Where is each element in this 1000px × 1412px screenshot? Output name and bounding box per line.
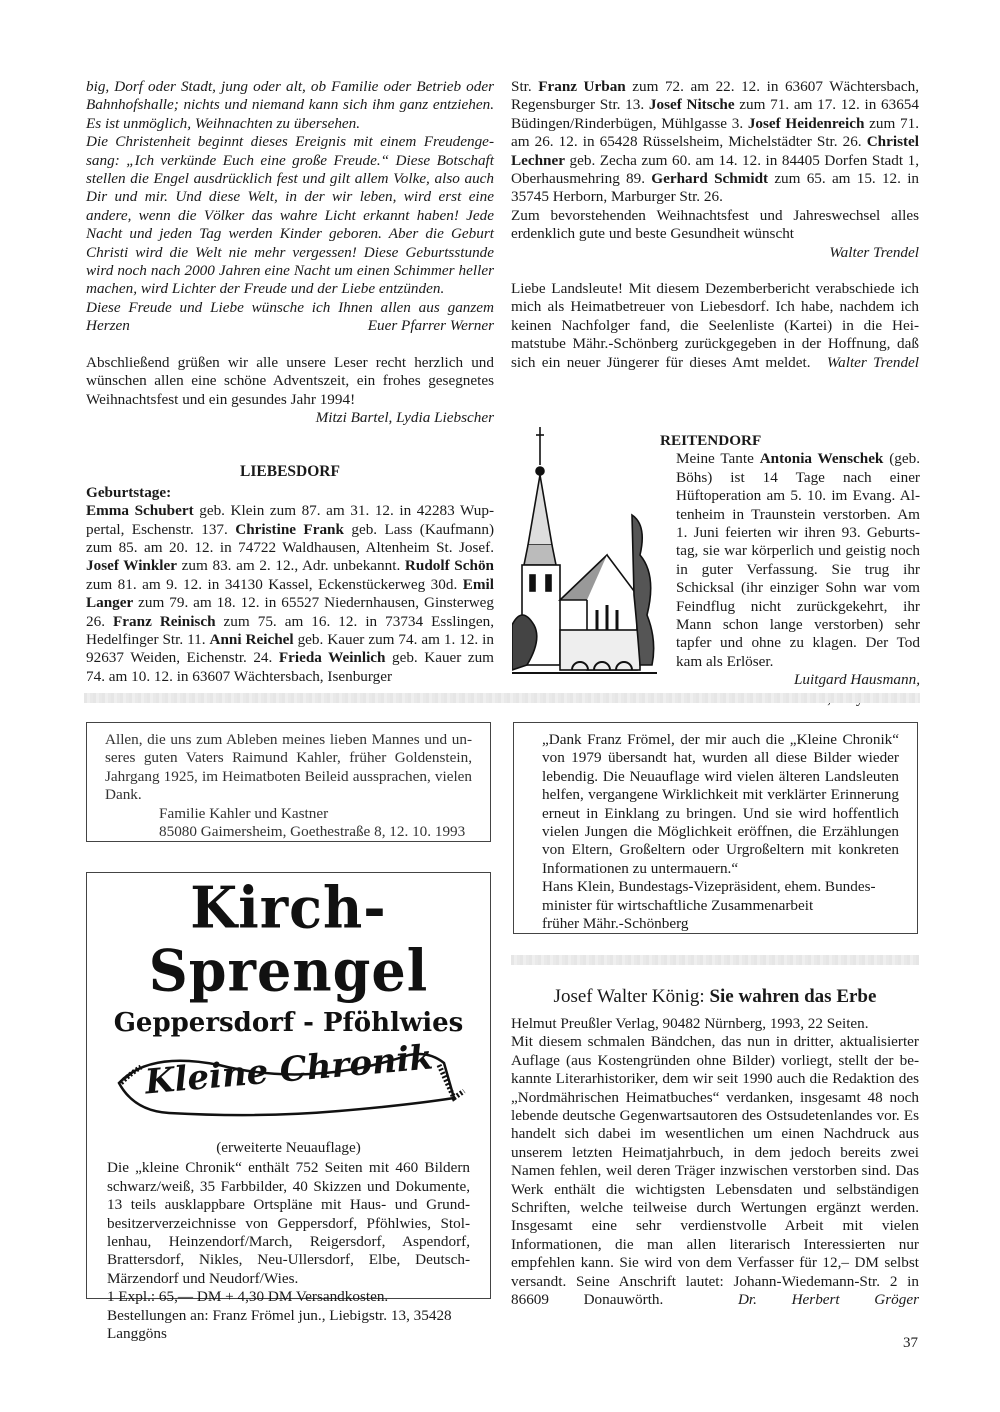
sermon-text (86, 78, 494, 336)
quote-attribution-origin: früher Mähr.-Schönberg (542, 915, 689, 933)
sermon-signature: Euer Pfarrer Werner (367, 317, 494, 335)
ad-subtitle: Geppersdorf - Pföhlwies (113, 1008, 464, 1038)
farewell-text (511, 280, 919, 372)
notice-text: Allen, die uns zum Ableben meines lieben Mannes und unseres guten Vaters Raimund Kahler, früher Goldenstein, Jahrgang 1925, im Heimatboten Beileid aussprachen, vielen Dank. (105, 731, 472, 804)
text-fragment: Meine Tante (676, 450, 760, 468)
greeting-signature: Mitzi Bartel, Lydia Liebscher (315, 408, 494, 426)
farewell-body: Liebe Landsleute! Mit diesem Dezemberbericht verabschiede ich mich als Heimatbetreuer von Liebesdorf. Ich habe, nachdem ich keinen Nachfolger fand, die Seelenliste (Kartei) in die Heimatstube Mähr.-Schönberg zurückgegeben in der Hoffnung, daß sich ein neuer Jüngerer für dieses Amt meldet. (511, 280, 919, 371)
person-name: Rudolf Schön (404, 557, 494, 575)
person-name: Christine Frank (235, 520, 344, 538)
birthday-details: geb. Kauer zum 74. am 10. 12. in 63607 Wächtersbach, Isenburger (86, 649, 494, 685)
review-body: Mit diesem schmalen Bändchen, das nun in dritter, aktualisierter Auflage (aus Kostengründen ohne Bilder) vorliegt, stellt der bekannte Literarhistoriker, dem wir seit 1990 auch die Redaktion des „Nordmährischen Heimatbuches“ verdanken, insgesamt 48 noch lebende deutsche Gegenwartsautoren des Ostsudetenlandes vor. Es handelt sich dabei im wesentlichen um einen Nachdruck aus unserem letzten Heimatjahrbuch, in dem jedoch bereits zwei Namen fehlen, weil deren Träger inzwischen verstorben sind. Das Werk enthält die wichtigsten Lebensdaten und selbständigen Schriften, welche teilweise durch Wertungen ergänzt werden. Insgesamt eine sehr verdienstvolle Arbeit mit vielen Informationen, die man allen literarisch Interessierten nur empfehlen kann. Sie wird von dem Verfasser für 12,– DM selbst versandt. Seine Anschrift lautet: Johann-Wiedemann-Str. 2 in 86609 Donauwörth. (511, 1033, 919, 1309)
birthday-details: geb. Zecha zum 60. am 14. 12. in 84405 Dorfen Stadt 1, Oberhausmehring 89. (511, 151, 919, 188)
ad-title: Kirch-Sprengel (148, 873, 429, 1005)
person-name: Anni Reichel (209, 630, 294, 648)
ad-description: Die „kleine Chronik“ enthält 752 Seiten mit 460 Bildern schwarz/weiß, 35 Farbbilder, 40 Skizzen und Dokumente, 13 teils ausklappbare Ortspläne mit Haus- und Grundbesitzerverzeichnisse von Geppersdorf, Pföhlwies, Stollenhau, Heinzendorf/March, Reigersdorf, Aspendorf, Brattersdorf, Nikles, Neu-Ullersdorf, Elbe, Deutsch-Märzendorf und Neudorf/Wies. (107, 1159, 470, 1287)
kleine-chronik-advertisement (86, 872, 491, 1343)
birthday-details: geb. Klein zum 87. am 31. 12. in 42283 Wuppertal, Eschenstr. 137. (86, 502, 495, 538)
birthday-list (86, 502, 494, 686)
farewell-signature: Walter Trendel (826, 353, 919, 371)
birthday-details: zum 65. am 15. 12. in 35745 Herborn, Marburger Str. 26. (511, 170, 920, 206)
person-name: Emma Schubert (86, 502, 194, 520)
ribbon-banner (109, 1037, 469, 1123)
person-name: Franz Urban (538, 78, 626, 95)
obituary-signature: Luitgard Hausmann, (793, 671, 920, 689)
ad-edition: (erweiterte Neuauflage) (216, 1139, 361, 1156)
review-signature: Dr. Herbert Gröger (737, 1291, 919, 1309)
closing-wish: Zum bevorstehenden Weihnachtsfest und Jahreswechsel alles erdenklich gute und beste Gesundheit wünscht (511, 206, 919, 243)
person-name: Gerhard Schmidt (651, 170, 769, 188)
liebesdorf-section (86, 463, 494, 686)
page-number: 37 (903, 1335, 918, 1351)
church-illustration (512, 425, 657, 675)
review-heading (511, 985, 919, 1009)
birthday-details: geb. Lass (Kaufmann) zum 85. am 20. 12. in 74722 Waldhausen, Altenheim St. Josef. (86, 520, 495, 556)
birthdays-subheading: Geburtstage: (86, 483, 172, 501)
greeting-text: Abschließend grüßen wir alle unsere Leser recht herzlich und wünschen allen eine schöne Adventszeit, ein frohes gesegnetes Weihnachtsfest und ein gesundes Jahr 1994! (86, 353, 494, 408)
birthday-list-continued (511, 78, 919, 207)
person-name: Frieda Weinlich (278, 649, 386, 667)
sermon-paragraph: big, Dorf oder Stadt, jung oder alt, ob Familie oder Betrieb oder Bahnhofshalle; nichts und niemand kann sich ihm ganz entziehen. Es ist unmöglich, Weihnachten zu übersehen. (86, 78, 494, 132)
birthday-details: zum 72. am 22. 12. in 63607 Wächtersbach, Regensburger Str. 13. (511, 78, 919, 114)
section-divider (84, 693, 920, 703)
birthday-details: zum 79. am 18. 12. in 65527 Niedernhausen, Ginsterweg 26. (86, 594, 494, 630)
kahler-thank-you-notice (86, 722, 491, 842)
text-fragment: Str. (511, 78, 539, 95)
person-name: Antonia Wenschek (759, 450, 884, 468)
quote-attribution: Hans Klein, Bundestags-Vizepräsident, ehem. Bundesminister für wirtschaftliche Zusammenarbeit (542, 878, 876, 914)
person-name: Franz Reinisch (113, 612, 216, 630)
church-drawing-icon (512, 425, 657, 675)
birthday-details: zum 71. am 17. 12. in 63654 Büdingen/Rinderbügen, Mühlgasse 3. (511, 96, 919, 132)
right-column (511, 78, 919, 372)
farewell-block (511, 280, 919, 372)
sermon-closing: Diese Freude und Liebe wünsche ich Ihnen allen aus ganzem Herzen (86, 298, 494, 335)
book-publisher: Helmut Preußler Verlag, 90482 Nürnberg, 1993, 22 Seiten. (511, 1015, 869, 1032)
left-column (86, 78, 494, 686)
birthday-details: geb. Kauer zum 74. am 1. 12. in 92637 Weiden, Eichenstr. 24. (86, 630, 494, 667)
ribbon-text: Kleine Chronik (142, 1037, 435, 1103)
section-heading-liebesdorf: LIEBESDORF (240, 463, 340, 481)
person-name: Josef Winkler (86, 557, 178, 575)
ad-price: 1 Expl.: 65,— DM + 4,30 DM Versandkosten. (107, 1288, 389, 1306)
book-review (511, 985, 919, 1310)
notice-address: 85080 Gaimersheim, Goethestraße 8, 12. 10. 1993 (159, 823, 466, 841)
book-title: Sie wahren das Erbe (709, 986, 877, 1007)
notice-family: Familie Kahler und Kastner (159, 804, 329, 822)
obituary-body: (geb. Böhs) ist 14 Tage nach einer Hüftoperation am 5. 10. im Evang. Altenheim in Traunstein verstorben. Am 1. Juni feierten wir ihren 93. Geburtstag, sie war körperlich und geistig noch in guter Verfassung. Sie trug ihr Schicksal (ihr einziger Sohn war vom Feindflug nicht zurückgekehrt, ihr Mann schon lange verstorben) sehr tapfer und ohne zu klagen. Der Tod kam als Erlöser. (676, 450, 920, 670)
person-name: Emil Langer (86, 575, 494, 612)
klein-quote-box (513, 722, 918, 934)
person-name: Josef Nitsche (648, 96, 735, 114)
birthday-details: zum 75. am 16. 12. in 73734 Esslingen, Hedelfinger Str. 11. (86, 612, 494, 648)
obituary-text (676, 450, 920, 671)
birthday-details: zum 83. am 2. 12., Adr. unbekannt. (177, 557, 405, 575)
closing-signature: Walter Trendel (829, 243, 919, 261)
birthday-details: zum 71. am 26. 12. in 65428 Rüsselsheim, Michelstädter Str. 26. (511, 114, 919, 151)
book-author: Josef Walter König: (553, 986, 710, 1007)
sermon-paragraph: Die Christenheit beginnt dieses Ereignis mit einem Freudengesang: „Ich verkünde Euch eine große Freude.“ Diese Botschaft stellen die Engel ausdrücklich fest und gilt allem Volke, also auch Dir und mir. Und diese Welt, in der wir leben, wird erst eine andere, wenn die Völker das wahre Licht erkannt haben! Jede Nacht und jeden Tag werden Kinder geboren. Aber die Geburt Christi wird die Welt nie mehr vergessen! Diese Geburtsstunde wird noch nach 2000 Jahren eine Nacht um einen Schimmer heller machen, wird Lichter der Freude und der Liebe entzünden. (86, 133, 494, 298)
reitendorf-section (662, 432, 920, 708)
person-name: Christel Lechner (511, 133, 919, 169)
review-text (511, 1033, 919, 1309)
section-divider (511, 955, 919, 965)
person-name: Josef Heidenreich (747, 114, 865, 132)
sermon-paragraph (86, 299, 494, 336)
greeting-block (86, 354, 494, 428)
section-heading-reitendorf: REITENDORF (660, 432, 762, 449)
quote-text: „Dank Franz Frömel, der mir auch die „Kleine Chronik“ von 1979 übersandt hat, wurden all diese Bilder wieder lebendig. Die Neuauflage wird vielen älteren Landsleuten helfen, vergangene Wirklichkeit mit verklärter Erinnerung erneut in Einklang zu bringen. Und sie wird hoffentlich vielen Jungen die Möglichkeit eröffnen, die Erzählungen von Eltern, Großeltern oder Urgroßeltern mit konkreten Informationen zu untermauern.“ (542, 731, 899, 877)
birthday-details: zum 81. am 9. 12. in 34130 Kassel, Eckenstückerweg 30d. (86, 575, 463, 593)
ad-order-address: Bestellungen an: Franz Frömel jun., Liebigstr. 13, 35428 Langgöns (107, 1306, 452, 1343)
